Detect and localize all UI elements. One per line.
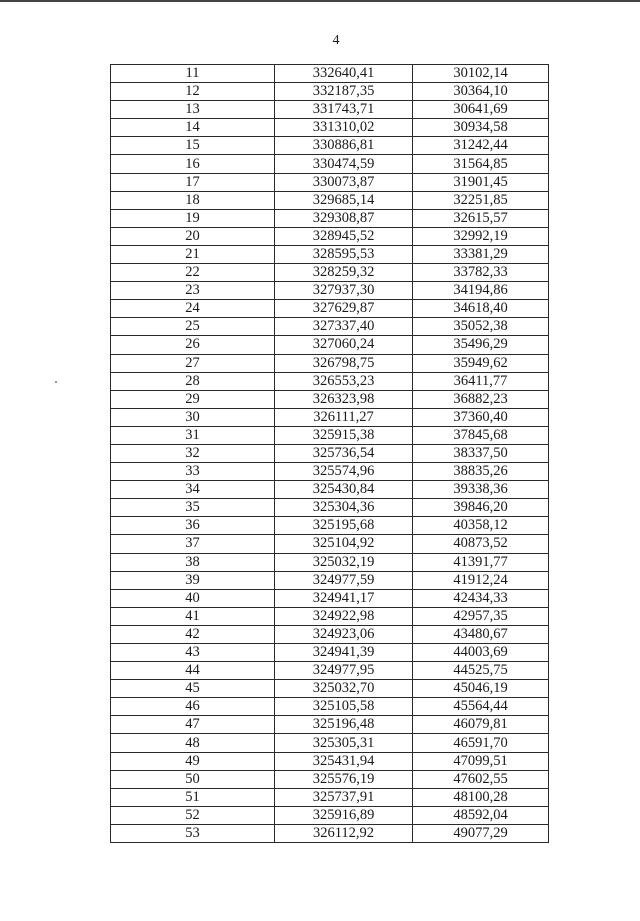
table-row <box>111 734 549 752</box>
table-row <box>111 481 549 499</box>
table-row <box>111 517 549 535</box>
point-number-cell: 45 <box>111 680 275 698</box>
table-row <box>111 535 549 553</box>
x-coordinate-cell: 325196,48 <box>275 716 413 734</box>
table-row <box>111 137 549 155</box>
x-coordinate-cell: 329308,87 <box>275 209 413 227</box>
table-row <box>111 65 549 83</box>
point-number-cell: 34 <box>111 481 275 499</box>
table-row <box>111 300 549 318</box>
point-number-cell: 53 <box>111 824 275 842</box>
y-coordinate-cell: 33782,33 <box>413 264 549 282</box>
page-number: 4 <box>332 33 340 48</box>
y-coordinate-cell: 45046,19 <box>413 680 549 698</box>
x-coordinate-cell: 330886,81 <box>275 137 413 155</box>
table-row <box>111 318 549 336</box>
x-coordinate-cell: 325574,96 <box>275 463 413 481</box>
y-coordinate-cell: 32251,85 <box>413 191 549 209</box>
x-coordinate-cell: 327337,40 <box>275 318 413 336</box>
table-row <box>111 607 549 625</box>
y-coordinate-cell: 34618,40 <box>413 300 549 318</box>
scan-top-edge <box>0 0 640 2</box>
y-coordinate-cell: 46079,81 <box>413 716 549 734</box>
y-coordinate-cell: 48100,28 <box>413 788 549 806</box>
point-number-cell: 13 <box>111 101 275 119</box>
y-coordinate-cell: 37360,40 <box>413 408 549 426</box>
table-row <box>111 83 549 101</box>
x-coordinate-cell: 332187,35 <box>275 83 413 101</box>
x-coordinate-cell: 327060,24 <box>275 336 413 354</box>
table-row <box>111 408 549 426</box>
point-number-cell: 29 <box>111 390 275 408</box>
y-coordinate-cell: 40358,12 <box>413 517 549 535</box>
point-number-cell: 30 <box>111 408 275 426</box>
table-row <box>111 444 549 462</box>
x-coordinate-cell: 331743,71 <box>275 101 413 119</box>
table-row <box>111 191 549 209</box>
x-coordinate-cell: 325431,94 <box>275 752 413 770</box>
x-coordinate-cell: 325032,70 <box>275 680 413 698</box>
table-row <box>111 101 549 119</box>
x-coordinate-cell: 324941,17 <box>275 589 413 607</box>
table-row <box>111 680 549 698</box>
y-coordinate-cell: 39846,20 <box>413 499 549 517</box>
table-row <box>111 499 549 517</box>
table-row <box>111 463 549 481</box>
table-row <box>111 227 549 245</box>
point-number-cell: 28 <box>111 372 275 390</box>
table-row <box>111 372 549 390</box>
x-coordinate-cell: 328259,32 <box>275 264 413 282</box>
y-coordinate-cell: 32992,19 <box>413 227 549 245</box>
point-number-cell: 50 <box>111 770 275 788</box>
point-number-cell: 32 <box>111 444 275 462</box>
y-coordinate-cell: 42957,35 <box>413 607 549 625</box>
y-coordinate-cell: 36882,23 <box>413 390 549 408</box>
point-number-cell: 37 <box>111 535 275 553</box>
point-number-cell: 43 <box>111 644 275 662</box>
y-coordinate-cell: 47099,51 <box>413 752 549 770</box>
y-coordinate-cell: 49077,29 <box>413 824 549 842</box>
y-coordinate-cell: 39338,36 <box>413 481 549 499</box>
table-row <box>111 553 549 571</box>
table-row <box>111 119 549 137</box>
x-coordinate-cell: 332640,41 <box>275 65 413 83</box>
table-row <box>111 390 549 408</box>
x-coordinate-cell: 326112,92 <box>275 824 413 842</box>
y-coordinate-cell: 31564,85 <box>413 155 549 173</box>
point-number-cell: 26 <box>111 336 275 354</box>
point-number-cell: 46 <box>111 698 275 716</box>
table-row <box>111 662 549 680</box>
x-coordinate-cell: 328595,53 <box>275 245 413 263</box>
x-coordinate-cell: 325430,84 <box>275 481 413 499</box>
point-number-cell: 23 <box>111 282 275 300</box>
table-body <box>111 65 549 843</box>
y-coordinate-cell: 42434,33 <box>413 589 549 607</box>
point-number-cell: 21 <box>111 245 275 263</box>
table-row <box>111 155 549 173</box>
point-number-cell: 11 <box>111 65 275 83</box>
table-row <box>111 245 549 263</box>
x-coordinate-cell: 330073,87 <box>275 173 413 191</box>
y-coordinate-cell: 48592,04 <box>413 806 549 824</box>
point-number-cell: 41 <box>111 607 275 625</box>
point-number-cell: 20 <box>111 227 275 245</box>
y-coordinate-cell: 30364,10 <box>413 83 549 101</box>
x-coordinate-cell: 325195,68 <box>275 517 413 535</box>
point-number-cell: 51 <box>111 788 275 806</box>
table-row <box>111 770 549 788</box>
table-row <box>111 644 549 662</box>
x-coordinate-cell: 327629,87 <box>275 300 413 318</box>
y-coordinate-cell: 41912,24 <box>413 571 549 589</box>
point-number-cell: 24 <box>111 300 275 318</box>
y-coordinate-cell: 35052,38 <box>413 318 549 336</box>
y-coordinate-cell: 36411,77 <box>413 372 549 390</box>
y-coordinate-cell: 30102,14 <box>413 65 549 83</box>
x-coordinate-cell: 325304,36 <box>275 499 413 517</box>
y-coordinate-cell: 45564,44 <box>413 698 549 716</box>
x-coordinate-cell: 324923,06 <box>275 625 413 643</box>
table-row <box>111 571 549 589</box>
x-coordinate-cell: 324977,59 <box>275 571 413 589</box>
point-number-cell: 49 <box>111 752 275 770</box>
y-coordinate-cell: 37845,68 <box>413 426 549 444</box>
point-number-cell: 12 <box>111 83 275 101</box>
point-number-cell: 19 <box>111 209 275 227</box>
y-coordinate-cell: 35949,62 <box>413 354 549 372</box>
point-number-cell: 15 <box>111 137 275 155</box>
point-number-cell: 38 <box>111 553 275 571</box>
y-coordinate-cell: 43480,67 <box>413 625 549 643</box>
x-coordinate-cell: 325915,38 <box>275 426 413 444</box>
point-number-cell: 42 <box>111 625 275 643</box>
table-row <box>111 716 549 734</box>
point-number-cell: 47 <box>111 716 275 734</box>
point-number-cell: 44 <box>111 662 275 680</box>
y-coordinate-cell: 30934,58 <box>413 119 549 137</box>
table-row <box>111 698 549 716</box>
table-row <box>111 625 549 643</box>
point-number-cell: 40 <box>111 589 275 607</box>
table-row <box>111 589 549 607</box>
table-row <box>111 806 549 824</box>
x-coordinate-cell: 325104,92 <box>275 535 413 553</box>
y-coordinate-cell: 32615,57 <box>413 209 549 227</box>
table-row <box>111 426 549 444</box>
table-row <box>111 264 549 282</box>
x-coordinate-cell: 326111,27 <box>275 408 413 426</box>
table-row <box>111 824 549 842</box>
scan-speck <box>55 381 57 383</box>
x-coordinate-cell: 325736,54 <box>275 444 413 462</box>
point-number-cell: 36 <box>111 517 275 535</box>
point-number-cell: 39 <box>111 571 275 589</box>
point-number-cell: 25 <box>111 318 275 336</box>
x-coordinate-cell: 331310,02 <box>275 119 413 137</box>
y-coordinate-cell: 41391,77 <box>413 553 549 571</box>
y-coordinate-cell: 46591,70 <box>413 734 549 752</box>
x-coordinate-cell: 325105,58 <box>275 698 413 716</box>
point-number-cell: 35 <box>111 499 275 517</box>
point-number-cell: 14 <box>111 119 275 137</box>
table-row <box>111 354 549 372</box>
y-coordinate-cell: 38337,50 <box>413 444 549 462</box>
point-number-cell: 22 <box>111 264 275 282</box>
table-row <box>111 173 549 191</box>
x-coordinate-cell: 327937,30 <box>275 282 413 300</box>
x-coordinate-cell: 325916,89 <box>275 806 413 824</box>
point-number-cell: 17 <box>111 173 275 191</box>
x-coordinate-cell: 329685,14 <box>275 191 413 209</box>
y-coordinate-cell: 38835,26 <box>413 463 549 481</box>
x-coordinate-cell: 326323,98 <box>275 390 413 408</box>
x-coordinate-cell: 325737,91 <box>275 788 413 806</box>
x-coordinate-cell: 325305,31 <box>275 734 413 752</box>
point-number-cell: 18 <box>111 191 275 209</box>
y-coordinate-cell: 30641,69 <box>413 101 549 119</box>
x-coordinate-cell: 324922,98 <box>275 607 413 625</box>
point-number-cell: 52 <box>111 806 275 824</box>
x-coordinate-cell: 326798,75 <box>275 354 413 372</box>
point-number-cell: 27 <box>111 354 275 372</box>
y-coordinate-cell: 44525,75 <box>413 662 549 680</box>
point-number-cell: 16 <box>111 155 275 173</box>
table-row <box>111 752 549 770</box>
y-coordinate-cell: 35496,29 <box>413 336 549 354</box>
x-coordinate-cell: 328945,52 <box>275 227 413 245</box>
point-number-cell: 33 <box>111 463 275 481</box>
table-row <box>111 788 549 806</box>
x-coordinate-cell: 326553,23 <box>275 372 413 390</box>
y-coordinate-cell: 31242,44 <box>413 137 549 155</box>
coordinates-table <box>110 64 549 843</box>
x-coordinate-cell: 324941,39 <box>275 644 413 662</box>
y-coordinate-cell: 44003,69 <box>413 644 549 662</box>
table-row <box>111 336 549 354</box>
y-coordinate-cell: 31901,45 <box>413 173 549 191</box>
point-number-cell: 48 <box>111 734 275 752</box>
y-coordinate-cell: 33381,29 <box>413 245 549 263</box>
table-row <box>111 209 549 227</box>
x-coordinate-cell: 325032,19 <box>275 553 413 571</box>
y-coordinate-cell: 47602,55 <box>413 770 549 788</box>
y-coordinate-cell: 40873,52 <box>413 535 549 553</box>
point-number-cell: 31 <box>111 426 275 444</box>
x-coordinate-cell: 330474,59 <box>275 155 413 173</box>
y-coordinate-cell: 34194,86 <box>413 282 549 300</box>
x-coordinate-cell: 325576,19 <box>275 770 413 788</box>
x-coordinate-cell: 324977,95 <box>275 662 413 680</box>
table-row <box>111 282 549 300</box>
